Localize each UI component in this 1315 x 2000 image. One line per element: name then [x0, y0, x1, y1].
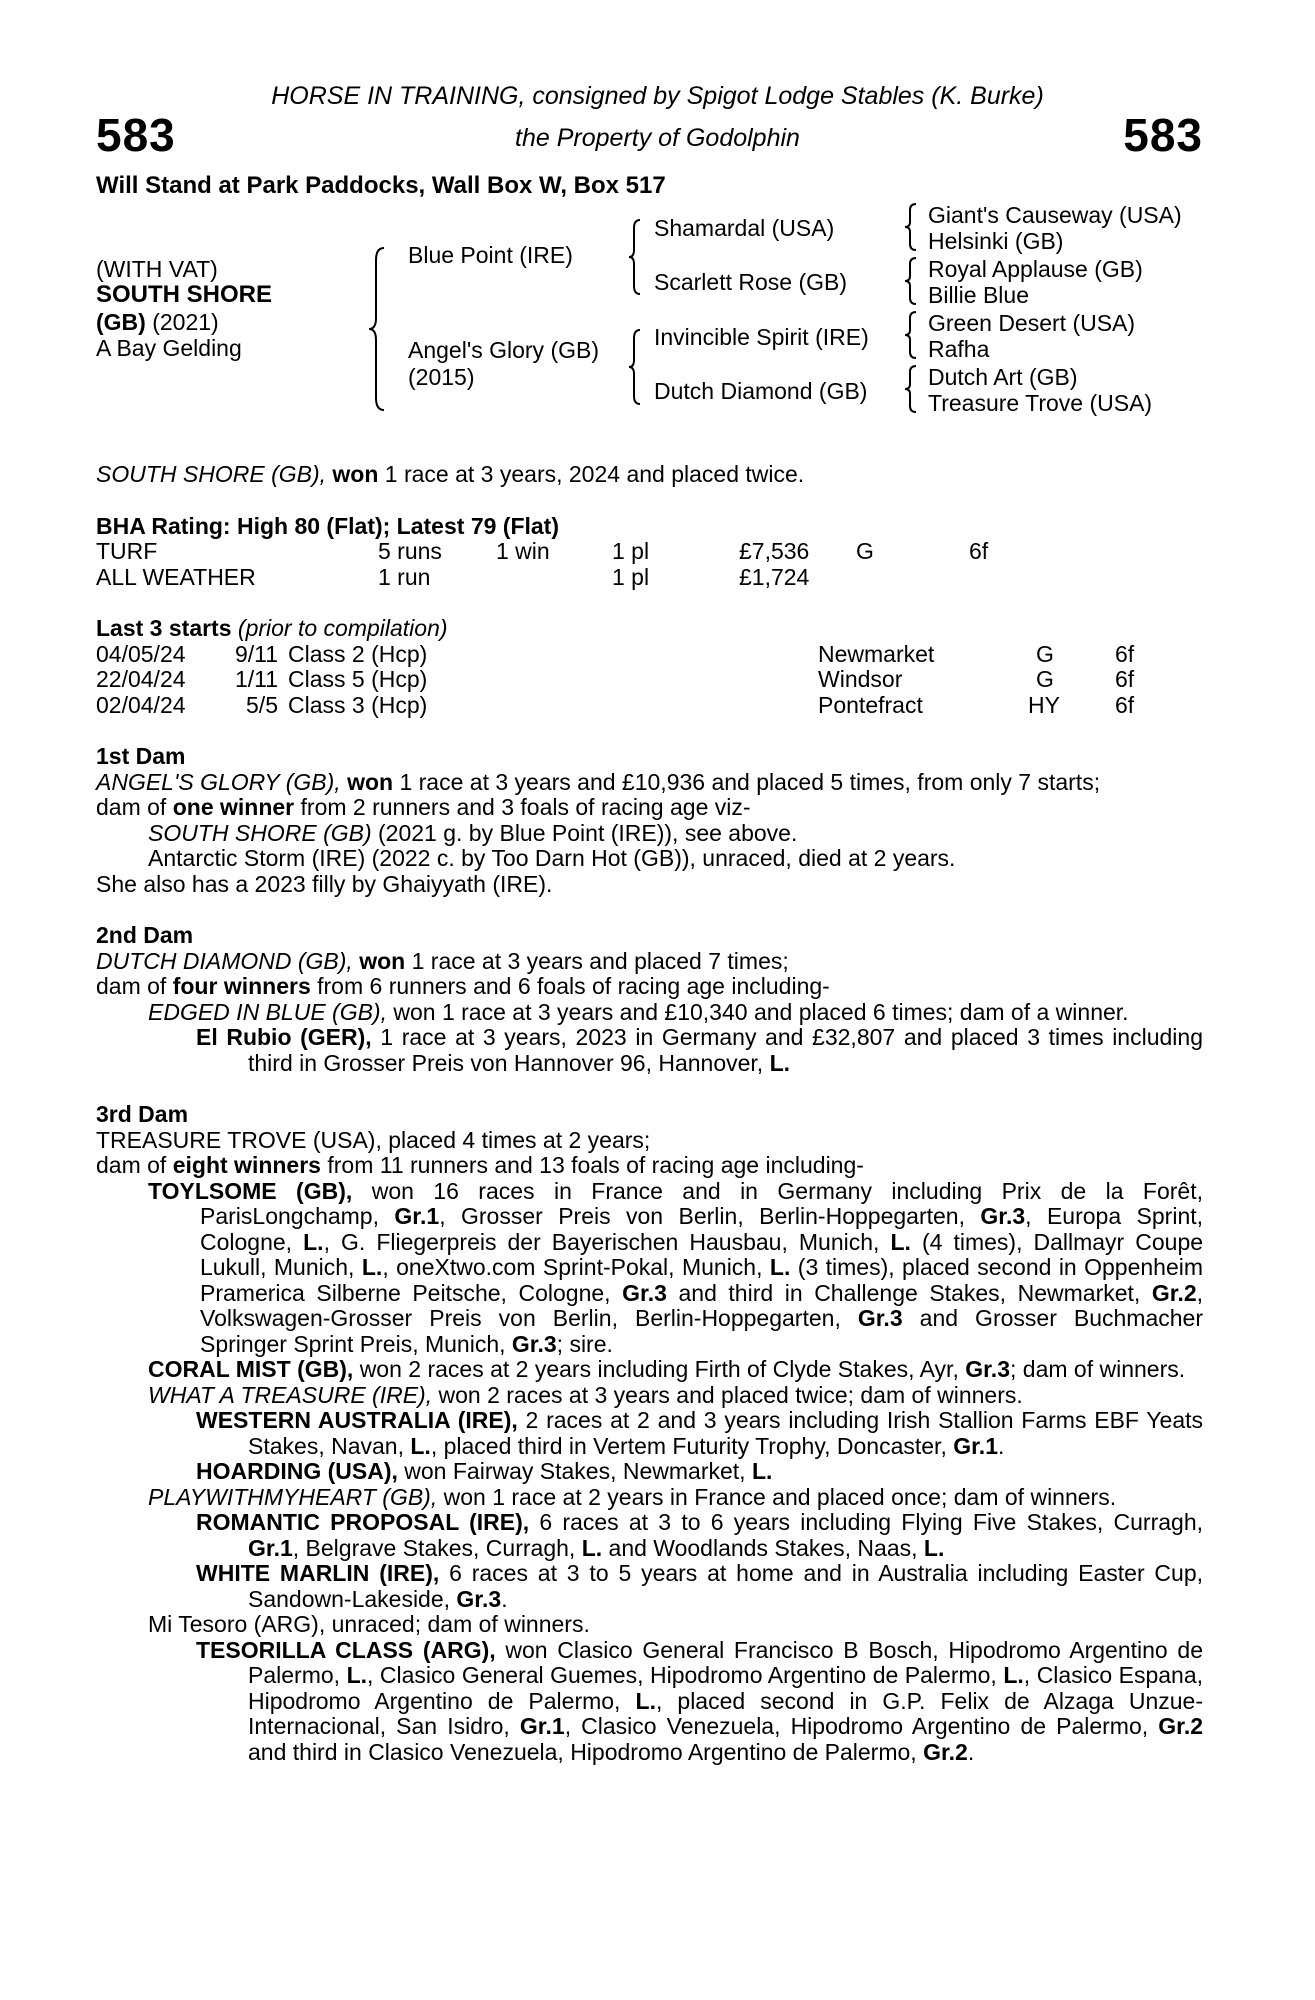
first-dam-record: ANGEL'S GLORY (GB), won 1 race at 3 years and £10,936 and placed 5 times, from only 7 starts; [96, 768, 1101, 795]
pedigree-main-brace [368, 246, 386, 412]
third-dam-grandfoal: ROMANTIC PROPOSAL (IRE), 6 races at 3 to 6 years including Flying Five Stakes, Curragh, Gr.1, Belgrave Stakes, Curragh, L. and Woodlands Stakes, Naas, L. [196, 1509, 1204, 1561]
rating-section [96, 514, 1203, 591]
consignor-line: HORSE IN TRAINING, consigned by Spigot Lodge Stables (K. Burke) [271, 82, 1044, 110]
third-dam-foal: CORAL MIST (GB), won 2 races at 2 years including Firth of Clyde Stakes, Ayr, Gr.3; dam of winners. [148, 1356, 1186, 1382]
pedigree-dss: Green Desert (USA) [928, 310, 1136, 336]
third-dam-foal: PLAYWITHMYHEART (GB), won 1 race at 2 years in France and placed once; dam of winners. [148, 1483, 1117, 1510]
lot-number-left: 583 [96, 109, 176, 161]
pedigree-sire-sire: Shamardal (USA) [654, 215, 835, 241]
pedigree-sire-dam: Scarlett Rose (GB) [654, 269, 847, 295]
pedigree-brace-sd [904, 256, 918, 306]
third-dam-grandfoal: WESTERN AUSTRALIA (IRE), 2 races at 2 and 3 years including Irish Stallion Farms EBF Yeats Stakes, Navan, L., placed third in Vertem Futurity Trophy, Doncaster, Gr.1. [196, 1407, 1204, 1459]
second-dam-grandfoal: El Rubio (GER), 1 race at 3 years, 2023 in Germany and £32,807 and placed 3 times including third in Grosser Preis von Hannover 96, Hannover, L. [196, 1024, 1203, 1076]
pedigree-sds: Royal Applause (GB) [928, 256, 1143, 282]
pedigree-brace-ds [904, 310, 918, 360]
summary-line: SOUTH SHORE (GB), won 1 race at 3 years, 2024 and placed twice. [96, 461, 805, 487]
start-row: 22/04/24 1/11 Class 5 (Hcp) Windsor G 6f [96, 666, 1135, 692]
pedigree-dds: Dutch Art (GB) [928, 364, 1078, 390]
horse-year: (2021) [152, 309, 219, 335]
third-dam-grandfoal: TESORILLA CLASS (ARG), won Clasico General Francisco B Bosch, Hipodromo Argentino de Palermo, L., Clasico General Guemes, Hipodromo Argentino de Palermo, L., Clasico Espana, Hipodromo Argentino de Palermo, L., placed second in G.P. Felix de Alzaga Unzue-Internacional, San Isidro, Gr.1, Clasico Venezuela, Hipodromo Argentino de Palermo, Gr.2 and third in Clasico Venezuela, Hipodromo Argentino de Palermo, Gr.2. [196, 1636, 1204, 1765]
first-dam-foal: SOUTH SHORE (GB) (2021 g. by Blue Point (IRE)), see above. [148, 819, 798, 846]
pedigree-sdd: Billie Blue [928, 282, 1029, 308]
third-dam-record: TREASURE TROVE (USA), placed 4 times at 2 years; [96, 1126, 651, 1153]
pedigree-brace-ss [904, 202, 918, 252]
third-dam-foal: Mi Tesoro (ARG), unraced; dam of winners. [148, 1611, 590, 1637]
second-dam-section [96, 923, 1203, 1076]
first-dam-title: 1st Dam [96, 743, 186, 769]
third-dam-grandfoal: HOARDING (USA), won Fairway Stakes, Newmarket, L. [196, 1458, 773, 1484]
stand-location: Will Stand at Park Paddocks, Wall Box W, Box 517 [96, 172, 666, 199]
pedigree-dam-dam: Dutch Diamond (GB) [654, 378, 868, 404]
pedigree-dam: Angel's Glory (GB) [408, 337, 599, 363]
pedigree-dam-year: (2015) [408, 364, 475, 390]
third-dam-section [96, 1102, 1203, 1765]
stats-row-turf: TURF 5 runs 1 win 1 pl £7,536 G 6f [96, 538, 989, 564]
start-row: 02/04/24 5/5 Class 3 (Hcp) Pontefract HY 6f [96, 691, 1135, 718]
last-starts-section [96, 616, 1203, 718]
pedigree-dam-brace [628, 328, 642, 406]
pedigree-sire-brace [628, 218, 642, 296]
last-starts-title: Last 3 starts (prior to compilation) [96, 615, 448, 641]
first-dam-foal: Antarctic Storm (IRE) (2022 c. by Too Darn Hot (GB)), unraced, died at 2 years. [148, 845, 956, 871]
first-dam-section [96, 744, 1203, 897]
pedigree-ssd: Helsinki (GB) [928, 228, 1064, 254]
second-dam-produce: dam of four winners from 6 runners and 6 foals of racing age including- [96, 973, 830, 999]
third-dam-foal: WHAT A TREASURE (IRE), won 2 races at 3 years and placed twice; dam of winners. [148, 1381, 1023, 1408]
pedigree-sss: Giant's Causeway (USA) [928, 202, 1182, 228]
horse-origin [96, 309, 219, 335]
horse-name: SOUTH SHORE [96, 281, 273, 308]
catalogue-body [96, 462, 1203, 1765]
second-dam-record: DUTCH DIAMOND (GB), won 1 race at 3 years and placed 7 times; [96, 947, 789, 974]
vat-note: (WITH VAT) [96, 256, 218, 282]
first-dam-note: She also has a 2023 filly by Ghaiyyath (IRE). [96, 870, 553, 897]
pedigree-dam-sire: Invincible Spirit (IRE) [654, 324, 869, 350]
pedigree-dsd: Rafha [928, 336, 990, 362]
lot-number-right: 583 [1123, 109, 1203, 161]
third-dam-grandfoal: WHITE MARLIN (IRE), 6 races at 3 to 5 years at home and in Australia including Easter Cup, Sandown-Lakeside, Gr.3. [196, 1560, 1204, 1612]
first-dam-produce: dam of one winner from 2 runners and 3 foals of racing age viz- [96, 794, 751, 820]
second-dam-foal: EDGED IN BLUE (GB), won 1 race at 3 years and £10,340 and placed 6 times; dam of a winner. [148, 998, 1129, 1025]
rating-title: BHA Rating: High 80 (Flat); Latest 79 (Flat) [96, 512, 559, 539]
stats-row-all-weather: ALL WEATHER 1 run 1 pl £1,724 [96, 563, 810, 590]
third-dam-produce: dam of eight winners from 11 runners and 13 foals of racing age including- [96, 1152, 864, 1178]
property-line: the Property of Godolphin [515, 124, 800, 152]
second-dam-title: 2nd Dam [96, 922, 194, 948]
pedigree-sire: Blue Point (IRE) [408, 242, 573, 268]
third-dam-foal: TOYLSOME (GB), won 16 races in France and in Germany including Prix de la Forêt, ParisLongchamp, Gr.1, Grosser Preis von Berlin, Berlin-Hoppegarten, Gr.3, Europa Sprint, Cologne, L., G. Fliegerpreis der Bayerischen Hausbau, Munich, L. (4 times), Dallmayr Coupe Lukull, Munich, L., oneXtwo.com Sprint-Pokal, Munich, L. (3 times), placed second in Oppenheim Pramerica Silberne Peitsche, Cologne, Gr.3 and third in Challenge Stakes, Newmarket, Gr.2, Volkswagen-Grosser Preis von Berlin, Berlin-Hoppegarten, Gr.3 and Grosser Buchmacher Springer Sprint Preis, Munich, Gr.3; sire. [148, 1177, 1204, 1357]
horse-suffix: (GB) [96, 309, 146, 335]
horse-description: A Bay Gelding [96, 335, 242, 361]
start-row: 04/05/24 9/11 Class 2 (Hcp) Newmarket G 6f [96, 640, 1135, 667]
pedigree-ddd: Treasure Trove (USA) [928, 390, 1153, 416]
summary-section [96, 462, 1203, 488]
third-dam-title: 3rd Dam [96, 1101, 189, 1127]
pedigree-brace-dd [904, 364, 918, 414]
